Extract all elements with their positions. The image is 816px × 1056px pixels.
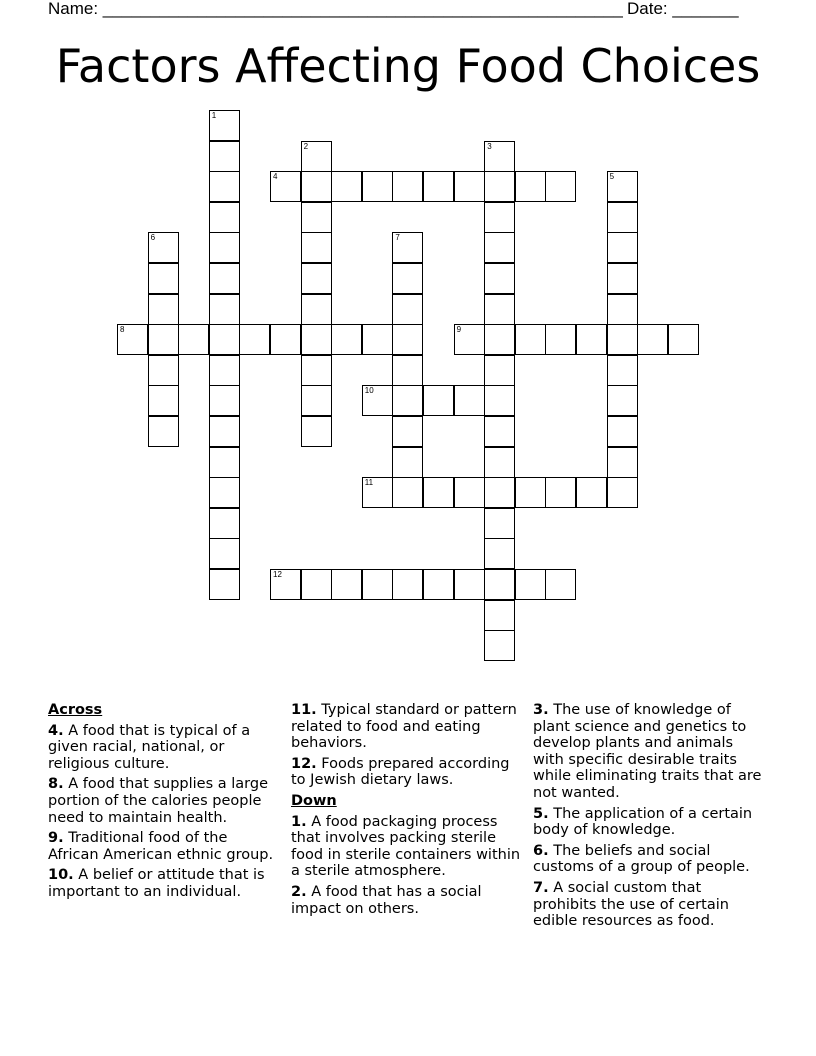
- date-field-label: Date: _______: [627, 0, 739, 18]
- clue-number: 8.: [48, 776, 64, 793]
- grid-cell[interactable]: [148, 232, 179, 263]
- clue-number: 3.: [533, 702, 549, 718]
- cell-number: 7: [395, 233, 400, 243]
- grid-cell[interactable]: [607, 232, 638, 263]
- clue-text: A belief or attitude that is important to an individual.: [48, 867, 265, 900]
- grid-cell[interactable]: [392, 447, 423, 478]
- grid-cell[interactable]: [270, 324, 301, 355]
- grid-cell[interactable]: [454, 324, 485, 355]
- cell-number: 6: [150, 233, 156, 243]
- grid-cell[interactable]: [545, 569, 576, 600]
- clues-column-1: [48, 702, 280, 905]
- clue-text: Typical standard or pattern related to food and eating behaviors.: [291, 702, 517, 752]
- clue-across-8: [48, 776, 280, 826]
- grid-cell[interactable]: [484, 294, 515, 325]
- name-field-label: Name: _______________________________________________________: [48, 0, 623, 18]
- grid-cell[interactable]: [576, 324, 607, 355]
- clue-number: 9.: [48, 830, 64, 847]
- grid-cell[interactable]: [148, 355, 179, 386]
- grid-cell[interactable]: [668, 324, 699, 355]
- grid-cell[interactable]: [331, 324, 362, 355]
- grid-cell[interactable]: [209, 294, 240, 325]
- clue-number: 5.: [533, 805, 549, 822]
- clue-text: The use of knowledge of plant science and genetics to develop plants and animals with specific desirable traits while eliminating traits that are not wanted.: [533, 702, 762, 801]
- clue-down-2: [291, 884, 523, 917]
- grid-cell[interactable]: [392, 477, 423, 508]
- grid-cell[interactable]: [484, 324, 515, 355]
- grid-cell[interactable]: [301, 355, 332, 386]
- grid-cell[interactable]: [576, 477, 607, 508]
- grid-cell[interactable]: [331, 171, 362, 202]
- grid-cell[interactable]: [545, 477, 576, 508]
- grid-cell[interactable]: [209, 355, 240, 386]
- clue-number: 2.: [291, 883, 307, 900]
- grid-cell[interactable]: [362, 171, 393, 202]
- grid-cell[interactable]: [270, 569, 301, 600]
- grid-cell[interactable]: [515, 477, 546, 508]
- grid-cell[interactable]: [301, 232, 332, 263]
- grid-cell[interactable]: [607, 171, 638, 202]
- grid-cell[interactable]: [392, 263, 423, 294]
- across-heading: Across: [48, 702, 103, 718]
- cell-number: 2: [303, 141, 309, 151]
- cell-number: 3: [487, 141, 492, 151]
- cell-number: 9: [456, 325, 462, 335]
- grid-cell[interactable]: [301, 171, 332, 202]
- grid-cell[interactable]: [301, 294, 332, 325]
- grid-cell[interactable]: [148, 263, 179, 294]
- grid-cell[interactable]: [484, 600, 515, 631]
- cell-number: 8: [120, 325, 125, 335]
- grid-cell[interactable]: [484, 171, 515, 202]
- clue-number: 4.: [48, 722, 64, 739]
- grid-cell[interactable]: [454, 477, 485, 508]
- grid-cell[interactable]: [454, 385, 485, 416]
- grid-cell[interactable]: [148, 324, 179, 355]
- grid-cell[interactable]: [607, 477, 638, 508]
- grid-cell[interactable]: [148, 385, 179, 416]
- cell-number: 1: [211, 111, 217, 120]
- grid-cell[interactable]: [607, 202, 638, 233]
- clue-number: 10.: [48, 867, 74, 884]
- grid-cell[interactable]: [301, 141, 332, 172]
- grid-cell[interactable]: [301, 385, 332, 416]
- grid-cell[interactable]: [209, 447, 240, 478]
- grid-cell[interactable]: [178, 324, 209, 355]
- grid-cell[interactable]: [239, 324, 270, 355]
- grid-cell[interactable]: [301, 569, 332, 600]
- clue-text: A food that supplies a large portion of the calories people need to maintain health.: [48, 776, 268, 826]
- page-title: Factors Affecting Food Choices: [55, 39, 761, 93]
- grid-cell[interactable]: [209, 232, 240, 263]
- grid-cell[interactable]: [607, 416, 638, 447]
- grid-cell[interactable]: [301, 416, 332, 447]
- grid-cell[interactable]: [484, 141, 515, 172]
- grid-cell[interactable]: [515, 324, 546, 355]
- grid-cell[interactable]: [392, 324, 423, 355]
- clue-across-11: [291, 702, 523, 752]
- clue-number: 1.: [291, 813, 307, 830]
- grid-cell[interactable]: [301, 263, 332, 294]
- grid-cell[interactable]: [484, 447, 515, 478]
- grid-cell[interactable]: [209, 477, 240, 508]
- grid-cell[interactable]: [637, 324, 668, 355]
- cell-number: 10: [364, 386, 374, 396]
- clue-text: The application of a certain body of knowledge.: [533, 805, 753, 839]
- grid-cell[interactable]: [301, 202, 332, 233]
- grid-cell[interactable]: [515, 171, 546, 202]
- clue-number: 7.: [533, 879, 549, 896]
- clue-number: 6.: [533, 842, 549, 859]
- grid-cell[interactable]: [209, 508, 240, 539]
- grid-cell[interactable]: [148, 294, 179, 325]
- grid-cell[interactable]: [607, 447, 638, 478]
- grid-cell[interactable]: [209, 416, 240, 447]
- grid-cell[interactable]: [607, 385, 638, 416]
- grid-cell[interactable]: [209, 171, 240, 202]
- grid-cell[interactable]: [484, 385, 515, 416]
- cell-number: 12: [273, 570, 282, 579]
- down-heading: Down: [291, 792, 337, 809]
- grid-cell[interactable]: [392, 569, 423, 600]
- grid-cell[interactable]: [392, 416, 423, 447]
- clue-across-9: [48, 830, 280, 863]
- cell-number: 5: [609, 172, 615, 182]
- grid-cell[interactable]: [270, 171, 301, 202]
- grid-cell[interactable]: [331, 569, 362, 600]
- grid-cell[interactable]: [423, 385, 454, 416]
- grid-cell[interactable]: [484, 232, 515, 263]
- grid-cell[interactable]: [484, 477, 515, 508]
- clue-across-4: [48, 723, 280, 773]
- grid-cell[interactable]: [209, 538, 240, 569]
- grid-cell[interactable]: [484, 263, 515, 294]
- cell-number: 4: [273, 172, 278, 182]
- clue-number: 11.: [291, 702, 317, 718]
- grid-cell[interactable]: [117, 324, 148, 355]
- grid-cell[interactable]: [362, 324, 393, 355]
- cell-number: 11: [364, 478, 374, 488]
- grid-cell[interactable]: [484, 508, 515, 539]
- grid-cell[interactable]: [209, 110, 240, 141]
- grid-cell[interactable]: [209, 324, 240, 355]
- clue-text: A social custom that prohibits the use of certain edible resources as food.: [533, 879, 729, 930]
- grid-cell[interactable]: [423, 477, 454, 508]
- clue-number: 12.: [291, 755, 317, 772]
- clue-text: Foods prepared according to Jewish dietary laws.: [291, 755, 510, 789]
- clue-down-3: [533, 702, 765, 802]
- grid-cell[interactable]: [423, 569, 454, 600]
- clue-down-1: [291, 814, 523, 880]
- grid-cell[interactable]: [392, 171, 423, 202]
- clue-across-10: [48, 867, 280, 900]
- clue-text: Traditional food of the African American ethnic group.: [48, 830, 274, 863]
- grid-cell[interactable]: [484, 202, 515, 233]
- grid-cell[interactable]: [607, 294, 638, 325]
- grid-cell[interactable]: [515, 569, 546, 600]
- grid-cell[interactable]: [454, 171, 485, 202]
- grid-cell[interactable]: [362, 569, 393, 600]
- grid-cell[interactable]: [301, 324, 332, 355]
- grid-cell[interactable]: [484, 630, 515, 661]
- grid-cell[interactable]: [209, 569, 240, 600]
- grid-cell[interactable]: [484, 538, 515, 569]
- grid-cell[interactable]: [209, 141, 240, 172]
- clue-across-12: [291, 756, 523, 789]
- grid-cell[interactable]: [454, 569, 485, 600]
- grid-cell[interactable]: [607, 263, 638, 294]
- clue-down-5: [533, 806, 765, 839]
- grid-cell[interactable]: [607, 324, 638, 355]
- grid-cell[interactable]: [484, 355, 515, 386]
- clue-down-6: [533, 843, 765, 876]
- clue-text: A food packaging process that involves packing sterile food in sterile containers within a sterile atmosphere.: [291, 813, 521, 880]
- grid-cell[interactable]: [362, 477, 393, 508]
- grid-cell[interactable]: [484, 569, 515, 600]
- clues-column-2: [291, 702, 523, 921]
- clue-text: A food that is typical of a given racial, national, or religious culture.: [48, 722, 251, 772]
- clues-column-3: [533, 702, 765, 934]
- clue-text: A food that has a social impact on others.: [291, 883, 482, 917]
- grid-cell[interactable]: [209, 385, 240, 416]
- grid-cell[interactable]: [423, 171, 454, 202]
- clue-text: The beliefs and social customs of a group of people.: [533, 842, 750, 876]
- grid-cell[interactable]: [392, 294, 423, 325]
- grid-cell[interactable]: [362, 385, 393, 416]
- grid-cell[interactable]: [209, 202, 240, 233]
- grid-cell[interactable]: [392, 232, 423, 263]
- clue-down-7: [533, 880, 765, 930]
- grid-cell[interactable]: [209, 263, 240, 294]
- grid-cell[interactable]: [392, 355, 423, 386]
- grid-cell[interactable]: [607, 355, 638, 386]
- grid-cell[interactable]: [484, 416, 515, 447]
- grid-cell[interactable]: [392, 385, 423, 416]
- grid-cell[interactable]: [545, 324, 576, 355]
- grid-cell[interactable]: [545, 171, 576, 202]
- grid-cell[interactable]: [148, 416, 179, 447]
